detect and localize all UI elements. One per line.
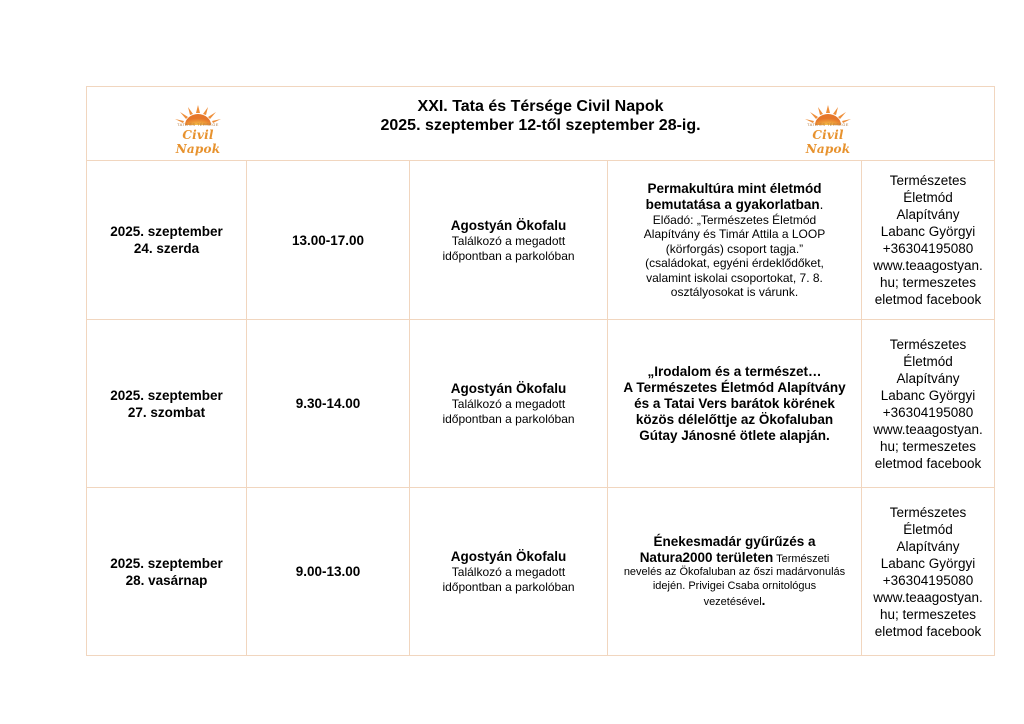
time-cell: 9.00-13.00 [247, 488, 410, 656]
location-cell: Agostyán Ökofalu Találkozó a megadott időpontban a parkolóban [410, 161, 608, 320]
logo-text: Civil Napok [805, 128, 851, 156]
organizer-cell: Természetes Életmód Alapítvány Labanc Györgyi +36304195080 www.teaagostyan. hu; termeszetes eletmod facebook [862, 488, 995, 656]
location-cell: Agostyán Ökofalu Találkozó a megadott időpontban a parkolóban [410, 488, 608, 656]
civil-napok-logo: TATA ÉS TÉRSÉGE Civil Napok [163, 103, 233, 149]
table-row [87, 320, 995, 488]
description-cell: Énekesmadár gyűrűzés a Natura2000 területen Természeti nevelés az Ökofaluban az őszi madárvonulás idején. Privigei Csaba ornitológus vezetésével. [608, 488, 862, 656]
date-cell: 2025. szeptember 27. szombat [87, 320, 247, 488]
civil-napok-logo: TATA ÉS TÉRSÉGE Civil Napok [793, 103, 863, 149]
description-cell: „Irodalom és a természet… A Természetes Életmód Alapítvány és a Tatai Vers barátok körének közös délelőttje az Ökofaluban Gútay Jánosné ötlete alapján. [608, 320, 862, 488]
program-table [86, 86, 995, 656]
date-cell: 2025. szeptember 28. vasárnap [87, 488, 247, 656]
logo-text: Civil Napok [175, 128, 221, 156]
time-cell: 13.00-17.00 [247, 161, 410, 320]
organizer-cell: Természetes Életmód Alapítvány Labanc Györgyi +36304195080 www.teaagostyan. hu; termeszetes eletmod facebook [862, 161, 995, 320]
table-header [87, 87, 995, 161]
program-document [86, 86, 994, 655]
date-cell: 2025. szeptember 24. szerda [87, 161, 247, 320]
time-cell: 9.30-14.00 [247, 320, 410, 488]
description-cell: Permakultúra mint életmód bemutatása a gyakorlatban. Előadó: „Természetes Életmód Alapítvány és Timár Attila a LOOP (körforgás) csoport tagja.” (családokat, egyéni érdeklődőket, valamint iskolai csoportokat, 7. 8. osztályosokat is várunk. [608, 161, 862, 320]
table-row [87, 488, 995, 656]
location-cell: Agostyán Ökofalu Találkozó a megadott időpontban a parkolóban [410, 320, 608, 488]
page-title: XXI. Tata és Térsége Civil Napok [417, 98, 664, 115]
table-row [87, 161, 995, 320]
page-subtitle: 2025. szeptember 12-től szeptember 28-ig. [380, 117, 701, 134]
organizer-cell: Természetes Életmód Alapítvány Labanc Györgyi +36304195080 www.teaagostyan. hu; termeszetes eletmod facebook [862, 320, 995, 488]
